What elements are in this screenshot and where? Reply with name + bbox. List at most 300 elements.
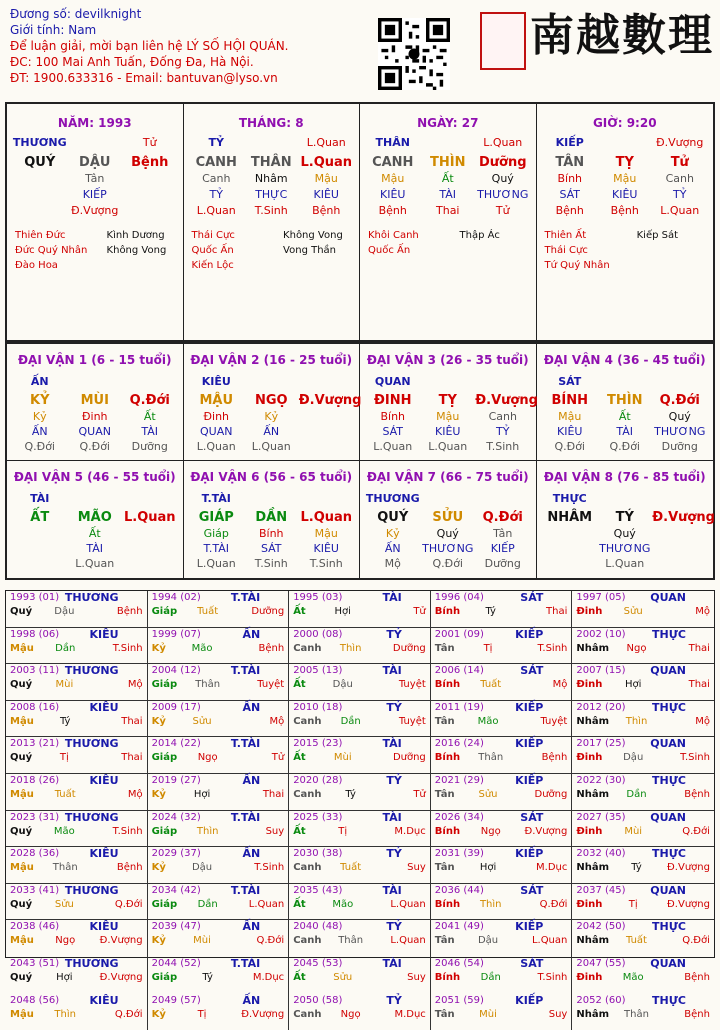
pillar-cell <box>122 204 177 220</box>
pillar-cell <box>12 557 67 572</box>
pillar-title: NĂM: 1993 <box>57 116 132 130</box>
year-bottom <box>435 861 568 875</box>
year-cell <box>6 957 148 994</box>
star-name: Thiên Ất <box>544 230 587 241</box>
year-top <box>293 847 426 861</box>
year-ten-god: QUAN <box>650 810 686 824</box>
year-top <box>435 994 568 1008</box>
year-label: 1998 (06) <box>10 628 60 640</box>
year-bottom <box>152 605 285 619</box>
year-cell <box>6 591 148 628</box>
year-label: 2032 (40) <box>576 848 626 860</box>
year-stem: Nhâm <box>576 642 610 654</box>
year-branch: Dậu <box>54 606 75 617</box>
year-bottom <box>10 934 143 948</box>
pillar-cell <box>67 375 122 390</box>
year-cell <box>431 957 573 994</box>
year-bottom <box>152 715 285 729</box>
year-branch: Dần <box>340 715 361 727</box>
year-branch: Ngọ <box>197 752 218 764</box>
year-branch: Ngọ <box>340 1008 361 1020</box>
year-branch: Tý <box>59 715 71 727</box>
year-cell <box>6 664 148 701</box>
pillar-cell: Đ.Vượng <box>652 509 715 525</box>
pillar-row <box>184 492 360 507</box>
pillar-cell: KIÊU <box>380 188 406 201</box>
pillar-cell <box>244 492 299 507</box>
year-cell <box>289 920 431 957</box>
year-branch: Dậu <box>332 679 353 691</box>
year-bottom <box>152 788 285 802</box>
year-top <box>152 774 285 788</box>
year-cell <box>148 737 290 774</box>
pillar-cell: SÁT <box>382 425 404 438</box>
pillar-row <box>537 172 714 188</box>
pillar-cell: THƯƠNG <box>599 542 651 555</box>
year-branch: Ngọ <box>55 935 76 947</box>
year-branch: Mùi <box>624 825 643 837</box>
year-stem: Tân <box>434 642 455 654</box>
pillar-cell: DẦN <box>255 509 288 525</box>
year-label: 2005 (13) <box>293 665 343 677</box>
year-bottom <box>435 678 568 692</box>
year-bottom <box>576 898 710 912</box>
pillar-row <box>360 152 536 172</box>
year-branch: Sửu <box>54 898 74 910</box>
year-top <box>435 701 568 715</box>
year-phase: Q.Đới <box>114 1008 143 1020</box>
pillar-cell <box>299 375 354 390</box>
star-name: Khôi Canh <box>368 230 419 241</box>
year-stem: Quý <box>10 606 33 617</box>
dai-van-grid <box>5 342 715 580</box>
year-top <box>576 701 710 715</box>
pillar-row <box>7 152 183 172</box>
pillar-cell <box>542 557 597 572</box>
year-top <box>293 811 426 825</box>
year-stem: Đinh <box>576 679 603 691</box>
year-stem: Bính <box>434 898 461 910</box>
year-top <box>576 811 710 825</box>
year-phase: Suy <box>548 1008 568 1020</box>
dai-van-cell <box>7 461 184 578</box>
pillar-cell <box>122 557 177 572</box>
year-cell <box>289 737 431 774</box>
year-top <box>10 994 143 1008</box>
year-label: 2020 (28) <box>293 774 343 786</box>
pillar-cell: Mộ <box>384 557 401 570</box>
pillar-cell: Mậu <box>314 172 338 185</box>
year-ten-god: THỰC <box>651 993 686 1007</box>
pillar-cell: Tử <box>142 136 157 149</box>
year-top <box>576 591 710 605</box>
year-bottom <box>293 825 426 839</box>
year-bottom <box>10 678 143 692</box>
star-name: Thái Cực <box>191 230 235 241</box>
year-cell <box>431 774 573 811</box>
brand-logo: 南越數理 <box>530 10 714 61</box>
star-name: Kình Dương <box>106 230 165 241</box>
pillar-cell: KIẾP <box>555 136 584 149</box>
year-cell <box>148 591 290 628</box>
year-phase: L.Quan <box>390 898 426 910</box>
year-stem: Nhâm <box>576 862 610 874</box>
year-top <box>576 994 710 1008</box>
year-stem: Canh <box>293 1008 322 1020</box>
year-cell <box>431 737 573 774</box>
year-cell <box>431 994 573 1030</box>
year-top <box>10 920 143 934</box>
pillar-row <box>360 390 536 410</box>
year-bottom <box>10 605 143 619</box>
dai-van-title: ĐẠI VẬN 7 (66 - 75 tuổi) <box>366 470 529 484</box>
annual-cycles-table <box>5 590 715 1020</box>
year-branch: Thân <box>624 1008 649 1020</box>
year-ten-god: T.TÀI <box>230 883 261 897</box>
pillar-row <box>360 172 536 188</box>
pillar-cell: SÁT <box>558 375 582 388</box>
year-stem: Mậu <box>10 788 34 800</box>
year-label: 2012 (20) <box>576 701 626 713</box>
pillar-cell: Thai <box>436 204 460 217</box>
year-branch: Sửu <box>192 715 212 727</box>
year-ten-god: THỰC <box>651 627 686 641</box>
year-stem: Kỷ <box>151 1008 166 1020</box>
pillar-row <box>360 507 536 527</box>
year-branch: Mão <box>477 715 499 727</box>
year-bottom <box>10 971 143 985</box>
pillar-cell: Đinh <box>203 410 230 423</box>
pillar-stars <box>192 230 356 275</box>
year-label: 2045 (53) <box>293 957 343 969</box>
year-phase: Q.Đới <box>114 898 143 910</box>
year-cell <box>148 701 290 738</box>
year-bottom <box>10 788 143 802</box>
pillar-cell: Đ.Vượng <box>475 392 538 408</box>
year-label: 2038 (46) <box>10 921 60 933</box>
year-cell <box>289 664 431 701</box>
year-label: 2039 (47) <box>151 921 201 933</box>
pillar-cell: Bệnh <box>378 204 407 217</box>
year-stem: Quý <box>10 971 33 983</box>
year-branch: Mão <box>53 825 75 837</box>
stars-column <box>460 230 500 260</box>
dai-van-title: ĐẠI VẬN 4 (36 - 45 tuổi) <box>543 353 706 367</box>
pillar-cell <box>12 527 67 542</box>
pillar-cell <box>652 542 707 557</box>
year-branch: Tuất <box>480 679 502 691</box>
year-branch: Sửu <box>623 606 643 617</box>
year-ten-god: THỰC <box>651 847 686 861</box>
year-label: 2048 (56) <box>10 994 60 1006</box>
pillar-cell: Ất <box>143 410 156 423</box>
year-cell <box>572 628 714 665</box>
year-top <box>293 701 426 715</box>
year-cell <box>289 884 431 921</box>
year-branch: Dậu <box>191 862 213 874</box>
year-ten-god: KIẾP <box>515 700 544 714</box>
year-stem: Bính <box>434 825 461 837</box>
year-label: 2004 (12) <box>151 665 201 677</box>
year-ten-god: T.TÀI <box>230 810 261 824</box>
year-label: 2034 (42) <box>151 884 201 896</box>
pillar-cell: THƯƠNG <box>422 542 474 555</box>
year-ten-god: T.TÀI <box>230 591 261 604</box>
year-cell <box>6 774 148 811</box>
year-label: 2014 (22) <box>151 738 201 750</box>
year-top <box>10 884 143 898</box>
year-branch: Hợi <box>56 971 73 983</box>
year-ten-god: SÁT <box>520 956 544 970</box>
pillar-row <box>537 440 714 455</box>
year-top <box>152 920 285 934</box>
year-branch: Sửu <box>333 971 353 983</box>
year-cell <box>148 628 290 665</box>
star-name: Đào Hoa <box>15 260 58 271</box>
pillar-cell: L.Quan <box>300 509 353 525</box>
pillar-cell: Dưỡng <box>484 557 521 570</box>
year-ten-god: TÀI <box>382 664 402 678</box>
year-phase: T.Sinh <box>537 971 568 983</box>
year-branch: Mão <box>191 642 213 654</box>
year-ten-god: THƯƠNG <box>64 664 119 678</box>
year-stem: Mậu <box>10 935 34 947</box>
year-top <box>576 920 710 934</box>
year-branch: Sửu <box>478 788 498 800</box>
dai-van-cell <box>537 461 714 578</box>
year-ten-god: KIẾP <box>515 847 544 861</box>
year-top <box>10 664 143 678</box>
year-phase: Suy <box>265 825 285 837</box>
pillar-cell <box>652 492 707 507</box>
year-bottom <box>152 971 285 985</box>
phone-email-line: ĐT: 1900.633316 - Email: bantuvan@lyso.vn <box>10 71 278 85</box>
pillar-cell: Mậu <box>558 410 582 423</box>
pillar-cell <box>122 172 177 188</box>
pillar-row <box>184 375 360 390</box>
year-label: 2044 (52) <box>151 957 201 969</box>
year-bottom <box>576 1008 710 1022</box>
year-stem: Canh <box>293 715 322 727</box>
year-stem: Đinh <box>576 825 603 837</box>
pillar-cell: QUAN <box>200 425 233 438</box>
year-branch: Hợi <box>334 606 351 617</box>
year-branch: Dần <box>55 642 76 654</box>
dai-van-title: ĐẠI VẬN 8 (76 - 85 tuổi) <box>543 470 706 484</box>
pillar-title: THÁNG: 8 <box>238 116 304 130</box>
year-stem: Ất <box>293 825 306 837</box>
year-cell <box>6 994 148 1030</box>
year-ten-god: THỰC <box>651 773 686 787</box>
year-phase: Đ.Vượng <box>667 862 710 874</box>
pillar-cell: DẬU <box>79 154 111 170</box>
year-branch: Tý <box>485 606 496 617</box>
pillar-cell: T.Sinh <box>254 557 288 570</box>
year-phase: Q.Đới <box>682 935 710 947</box>
year-label: 2037 (45) <box>576 884 626 896</box>
year-bottom <box>10 715 143 729</box>
year-phase: Mộ <box>127 788 143 800</box>
year-bottom <box>576 788 710 802</box>
star-name: Thập Ác <box>459 230 500 241</box>
year-ten-god: QUAN <box>650 591 686 604</box>
year-label: 2040 (48) <box>293 921 343 933</box>
year-label: 1994 (02) <box>151 592 201 603</box>
pillar-cell: Giáp <box>203 527 229 540</box>
pillar-column <box>360 104 537 340</box>
pillar-cell: L.Quan <box>196 557 236 570</box>
year-top <box>576 737 710 751</box>
pillar-cell <box>67 136 122 152</box>
year-top <box>10 737 143 751</box>
year-label: 1997 (05) <box>576 592 626 603</box>
year-label: 2025 (33) <box>293 811 343 823</box>
year-cell <box>6 628 148 665</box>
year-branch: Hợi <box>624 679 642 691</box>
year-phase: M.Dục <box>536 862 568 874</box>
year-label: 1996 (04) <box>434 592 484 603</box>
pillar-cell: Kỷ <box>385 527 400 540</box>
year-branch: Mão <box>332 898 354 910</box>
year-branch: Thân <box>195 679 221 691</box>
year-phase: Suy <box>407 862 426 874</box>
year-label: 2042 (50) <box>576 921 626 933</box>
pillar-cell: L.Quan <box>75 557 115 570</box>
year-stem: Bính <box>434 971 461 983</box>
pillar-cell <box>542 542 597 557</box>
pillar-cell: Bệnh <box>610 204 639 217</box>
pillar-cell: TÀI <box>616 425 634 438</box>
pillar-cell: Bính <box>557 172 583 185</box>
pillar-cell <box>244 375 299 390</box>
year-top <box>293 591 426 605</box>
pillar-row <box>184 557 360 572</box>
pillar-cell: TỶ <box>209 188 223 201</box>
pillar-cell: Q.Đới <box>79 440 110 453</box>
pillar-cell: THƯƠNG <box>654 425 706 438</box>
year-cell <box>431 701 573 738</box>
year-stem: Canh <box>293 862 322 874</box>
pillar-row <box>360 425 536 440</box>
year-bottom <box>576 971 710 985</box>
year-phase: Thai <box>546 606 568 617</box>
pillar-column <box>537 104 714 340</box>
dai-van-title: ĐẠI VẬN 6 (56 - 65 tuổi) <box>190 470 353 484</box>
year-phase: Đ.Vượng <box>99 935 143 947</box>
year-top <box>10 811 143 825</box>
year-phase: Bệnh <box>541 752 568 764</box>
year-top <box>152 994 285 1008</box>
year-phase: Đ.Vượng <box>524 825 568 837</box>
pillar-row <box>360 204 536 220</box>
year-top <box>435 664 568 678</box>
year-ten-god: THỰC <box>651 920 686 934</box>
year-ten-god: TÀI <box>382 591 402 604</box>
pillar-cell <box>244 136 299 152</box>
year-label: 2009 (17) <box>151 701 201 713</box>
pillar-cell: KIÊU <box>435 425 461 438</box>
pillar-cell: Nhâm <box>254 172 288 185</box>
pillar-cell: T.Sinh <box>309 557 343 570</box>
year-phase: Thai <box>688 642 710 654</box>
year-branch: Dậu <box>623 752 644 764</box>
pillar-cell: QUAN <box>374 375 411 388</box>
pillar-row <box>7 440 183 455</box>
year-stem: Kỷ <box>151 788 166 800</box>
year-bottom <box>152 678 285 692</box>
year-ten-god: TỶ <box>386 847 402 861</box>
pillar-row <box>537 188 714 204</box>
pillar-cell <box>652 527 707 542</box>
pillar-cell: THỰC <box>255 188 288 201</box>
dai-van-cell <box>184 344 361 461</box>
pillar-cell: TÝ <box>615 509 634 525</box>
year-ten-god: KIẾP <box>515 993 544 1007</box>
pillar-cell <box>122 527 177 542</box>
year-top <box>293 664 426 678</box>
year-cell <box>148 811 290 848</box>
pillar-cell: QUÝ <box>24 154 56 170</box>
year-cell <box>572 774 714 811</box>
year-phase: Mộ <box>269 715 285 727</box>
pillar-cell: Q.Đới <box>659 392 700 408</box>
pillar-row <box>7 188 183 204</box>
year-top <box>293 957 426 971</box>
year-phase: Tuyệt <box>540 715 568 727</box>
year-top <box>293 994 426 1008</box>
pillar-cell <box>299 492 354 507</box>
year-phase: Bệnh <box>116 862 143 874</box>
year-label: 2035 (43) <box>293 884 343 896</box>
year-phase: Mộ <box>127 679 143 691</box>
pillar-cell: Mậu <box>436 410 460 423</box>
year-cell <box>6 847 148 884</box>
pillar-cell <box>652 557 707 572</box>
year-top <box>435 591 568 605</box>
pillar-column <box>184 104 361 340</box>
year-label: 1999 (07) <box>151 628 201 640</box>
pillar-cell: L.Quan <box>306 136 346 149</box>
pillar-row <box>360 527 536 542</box>
year-top <box>10 847 143 861</box>
pillar-cell: Đ.Vượng <box>71 204 119 217</box>
year-bottom <box>152 751 285 765</box>
pillar-row <box>184 390 360 410</box>
year-phase: Bệnh <box>684 788 710 800</box>
pillar-cell <box>122 542 177 557</box>
year-top <box>576 774 710 788</box>
year-ten-god: QUAN <box>650 664 686 678</box>
year-bottom <box>293 678 426 692</box>
pillar-cell: Bệnh <box>555 204 584 217</box>
pillar-row <box>7 375 183 390</box>
year-bottom <box>152 642 285 656</box>
pillar-row <box>537 425 714 440</box>
pillar-cell: Q.Đới <box>482 509 523 525</box>
year-phase: Đ.Vượng <box>241 1008 285 1020</box>
year-bottom <box>152 825 285 839</box>
year-label: 2000 (08) <box>293 628 343 640</box>
year-ten-god: KIÊU <box>89 700 119 714</box>
year-bottom <box>293 971 426 985</box>
year-phase: L.Quan <box>390 935 426 947</box>
year-cell <box>572 811 714 848</box>
pillar-row <box>184 507 360 527</box>
pillar-cell: TÂN <box>555 154 585 170</box>
year-stem: Kỷ <box>151 642 166 654</box>
year-stem: Quý <box>10 825 33 837</box>
pillar-row <box>184 410 360 425</box>
